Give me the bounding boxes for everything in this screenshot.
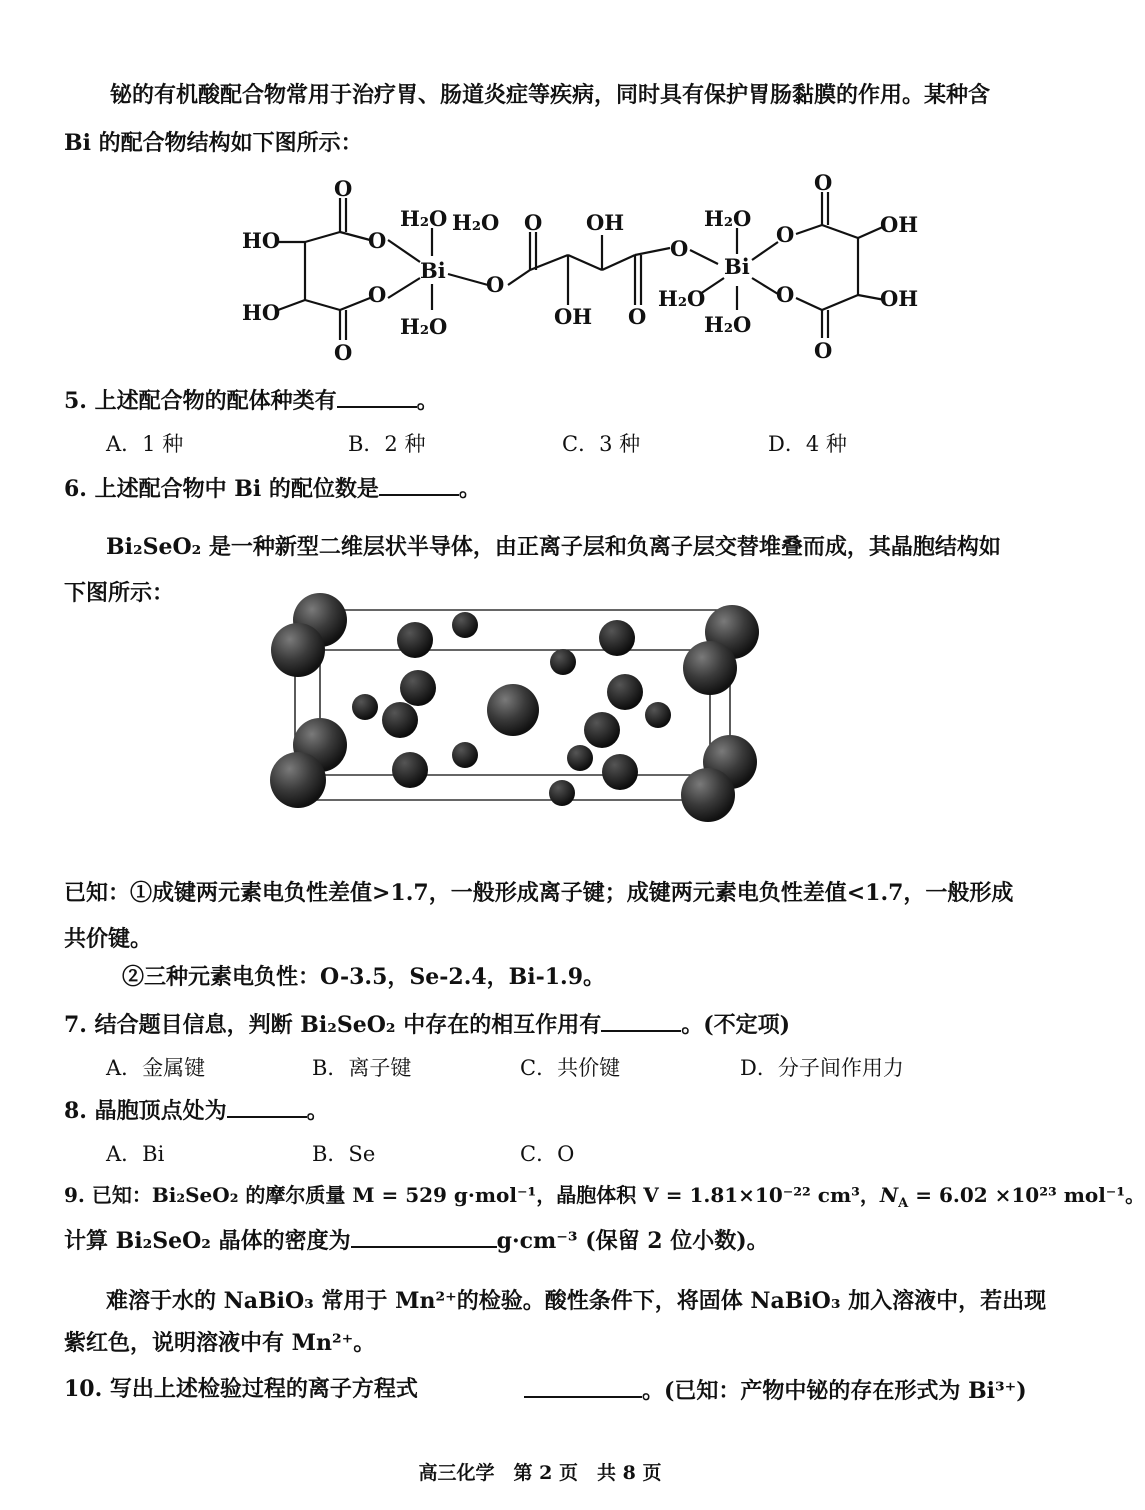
- q9-line2: [64, 1224, 769, 1256]
- q8-answer-blank[interactable]: [227, 1094, 307, 1118]
- q5-option-b[interactable]: B．2 种: [348, 432, 426, 456]
- atom-inner: [397, 622, 433, 658]
- ring-o-2: O: [368, 282, 387, 307]
- q5-option-a[interactable]: A．1 种: [106, 432, 184, 456]
- bi-complex-structure: [230, 170, 950, 370]
- q5-stem-line: [64, 384, 439, 416]
- q7-option-a[interactable]: A．金属键: [106, 1056, 206, 1080]
- ring-o-3: O: [776, 222, 795, 247]
- bi1-water-free: H₂O: [452, 210, 500, 235]
- atom-inner: [400, 670, 436, 706]
- bi2-symbol: Bi: [724, 254, 750, 279]
- known-line1: 已知：①成键两元素电负性差值>1.7，一般形成离子键；成键两元素电负性差值<1.7，一般形成: [64, 880, 1014, 906]
- bi1-water-bottom: H₂O: [400, 314, 448, 339]
- corner-atoms: [270, 593, 759, 822]
- q7-stem: 7. 结合题目信息，判断 Bi₂SeO₂ 中存在的相互作用有: [64, 1012, 602, 1038]
- bi1-symbol: Bi: [420, 258, 446, 283]
- atom-small: [352, 694, 378, 720]
- atom-inner: [584, 712, 620, 748]
- q7-option-c[interactable]: C．共价键: [520, 1056, 621, 1080]
- atom-corner: [270, 752, 326, 808]
- intro1-line1: 铋的有机酸配合物常用于治疗胃、肠道炎症等疾病，同时具有保护胃肠黏膜的作用。某种含: [110, 82, 991, 108]
- right-o-top: O: [814, 170, 833, 195]
- bridge-o-2: O: [670, 236, 689, 261]
- atom-inner: [599, 620, 635, 656]
- q8-stem-line: [64, 1094, 329, 1126]
- intro3-line1: 难溶于水的 NaBiO₃ 常用于 Mn²⁺的检验。酸性条件下，将固体 NaBiO₃ 加入溶液中，若出现: [106, 1288, 1047, 1314]
- known-line3: ②三种元素电负性：O-3.5，Se-2.4，Bi-1.9。: [122, 964, 606, 990]
- atom-inner: [607, 674, 643, 710]
- q6-answer-blank[interactable]: [379, 472, 459, 496]
- q5-option-d[interactable]: D．4 种: [768, 432, 847, 456]
- q5-stem: 5. 上述配合物的配体种类有: [64, 388, 337, 414]
- q9-line1: [64, 1180, 1145, 1219]
- q7-stem-line: [64, 1008, 790, 1040]
- q5-option-c[interactable]: C．3 种: [562, 432, 641, 456]
- left-ho-bottom: HO: [242, 300, 281, 325]
- left-ho-top: HO: [242, 228, 281, 253]
- q7-answer-blank[interactable]: [601, 1008, 681, 1032]
- q7-option-d[interactable]: D．分子间作用力: [740, 1056, 904, 1080]
- bi2-water-top: H₂O: [704, 206, 752, 231]
- q8-end: 。: [306, 1098, 329, 1124]
- mid-o-top: O: [524, 210, 543, 235]
- atom-small: [452, 742, 478, 768]
- atom-inner: [602, 754, 638, 790]
- q9-line1-text: 9. 已知：Bi₂SeO₂ 的摩尔质量 M = 529 g·mol⁻¹，晶胞体积 V = 1.81×10⁻²² cm³，: [64, 1183, 880, 1207]
- atom-inner: [382, 702, 418, 738]
- atom-corner: [271, 623, 325, 677]
- bi2-water-bottom: H₂O: [704, 312, 752, 337]
- atom-small: [452, 612, 478, 638]
- q6-end: 。: [458, 476, 481, 502]
- q10-stem: 10. 写出上述检验过程的离子方程式: [64, 1376, 418, 1402]
- q9-line2-end: g·cm⁻³ (保留 2 位小数)。: [496, 1228, 769, 1254]
- atom-small: [567, 745, 593, 771]
- q7-end: 。(不定项): [681, 1012, 791, 1038]
- q5-answer-blank[interactable]: [337, 384, 417, 408]
- q8-stem: 8. 晶胞顶点处为: [64, 1098, 227, 1124]
- mid-o-bottom: O: [628, 304, 647, 329]
- ring-o-4: O: [776, 282, 795, 307]
- bi2-water-left: H₂O: [658, 286, 706, 311]
- q10-answer-blank[interactable]: [524, 1374, 642, 1398]
- atom-corner: [683, 641, 737, 695]
- intro1-line2: Bi 的配合物结构如下图所示：: [64, 130, 363, 156]
- q9-na-sub: A: [898, 1196, 909, 1211]
- bridge-o-1: O: [486, 272, 505, 297]
- known-line2: 共价键。: [64, 926, 153, 952]
- q8-option-c[interactable]: C．O: [520, 1142, 575, 1166]
- intro3-line2: 紫红色，说明溶液中有 Mn²⁺。: [64, 1330, 376, 1356]
- atom-small: [645, 702, 671, 728]
- atom-center: [487, 684, 539, 736]
- atom-inner: [392, 752, 428, 788]
- q9-line2-start: 计算 Bi₂SeO₂ 晶体的密度为: [64, 1228, 351, 1254]
- q10-answer-line: [524, 1374, 1027, 1406]
- q9-answer-blank[interactable]: [351, 1224, 497, 1248]
- page-footer: 高三化学 第 2 页 共 8 页: [418, 1462, 662, 1484]
- right-o-bottom: O: [814, 338, 833, 363]
- left-o-top: O: [334, 176, 353, 201]
- atom-small: [549, 780, 575, 806]
- right-oh-top: OH: [880, 212, 919, 237]
- q6-stem-line: [64, 472, 481, 504]
- ring-o-1: O: [368, 228, 387, 253]
- atom-corner: [681, 768, 735, 822]
- intro2-line1: Bi₂SeO₂ 是一种新型二维层状半导体，由正离子层和负离子层交替堆叠而成，其晶胞结构如: [106, 534, 1001, 560]
- mid-oh-bottom: OH: [554, 304, 593, 329]
- q8-option-b[interactable]: B．Se: [312, 1142, 376, 1166]
- q10-end: 。(已知：产物中铋的存在形式为 Bi³⁺): [642, 1378, 1027, 1404]
- crystal-cell-diagram: [250, 580, 790, 850]
- bi1-water-top: H₂O: [400, 206, 448, 231]
- q6-stem: 6. 上述配合物中 Bi 的配位数是: [64, 476, 379, 502]
- q5-end: 。: [416, 388, 439, 414]
- mid-oh-top: OH: [586, 210, 625, 235]
- right-oh-bottom: OH: [880, 286, 919, 311]
- q8-option-a[interactable]: A．Bi: [106, 1142, 165, 1166]
- q7-option-b[interactable]: B．离子键: [312, 1056, 412, 1080]
- intro2-line2: 下图所示：: [64, 580, 175, 606]
- q9-na: N: [879, 1183, 899, 1207]
- left-o-bottom: O: [334, 340, 353, 365]
- atom-small: [550, 649, 576, 675]
- q9-line1-end: = 6.02 ×10²³ mol⁻¹。: [908, 1183, 1145, 1207]
